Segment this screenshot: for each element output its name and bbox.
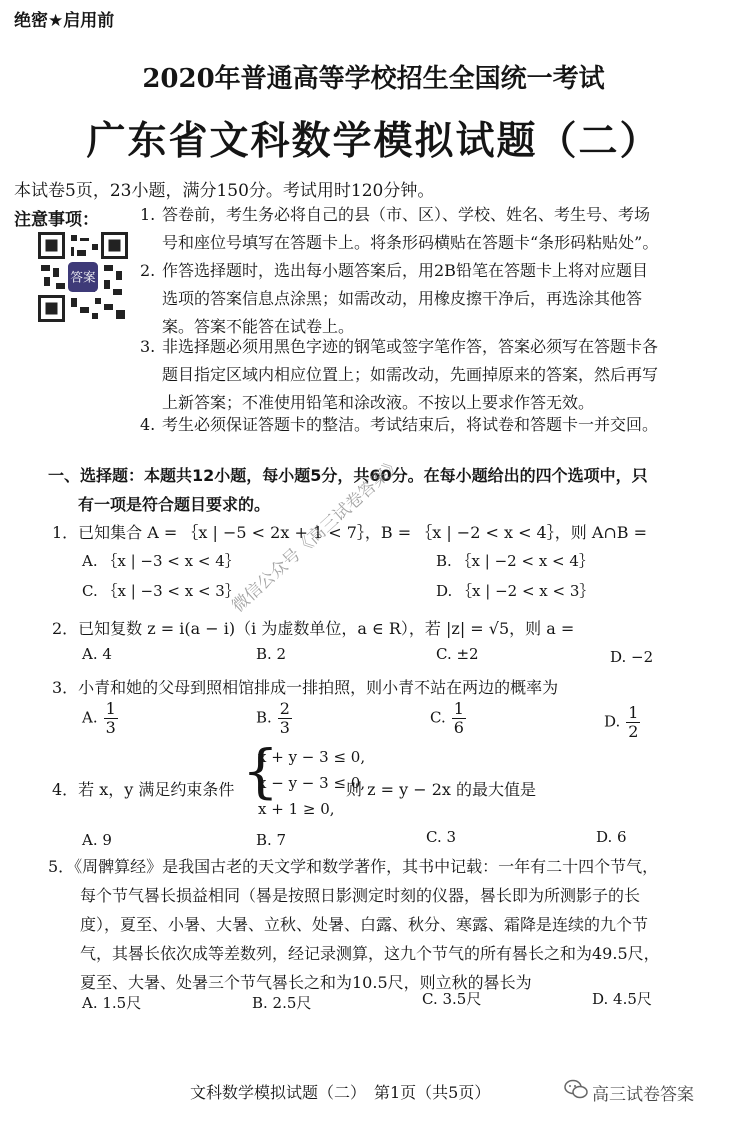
q3-option-b — [256, 700, 292, 737]
note-item-4 — [140, 411, 658, 439]
question-5-line: 5．《周髀算经》是我国古老的天文学和数学著作，其书中记载：一年有二十四个节气， — [48, 857, 659, 876]
fraction-numerator: 1 — [453, 699, 464, 718]
option-letter: C. — [430, 708, 446, 727]
q1-option-d: D. ｛x | −2 < x < 3｝ — [436, 582, 595, 600]
question-5-line: 每个节气晷长损益相同（晷是按照日影测定时刻的仪器，晷长即为所测影子的长 — [80, 886, 641, 905]
note-line: 作答选择题时，选出每小题答案后，用2B铅笔在答题卡上将对应题目 — [162, 261, 648, 280]
q2-option-b: B. 2 — [256, 645, 287, 663]
section-heading-line: 一、选择题：本题共12小题，每小题5分，共60分。在每小题给出的四个选项中，只 — [48, 466, 648, 485]
note-item-3 — [140, 333, 658, 417]
constraint-brace: { — [242, 737, 279, 805]
constraint-line: x + y − 3 ≤ 0, — [258, 748, 366, 766]
fraction — [278, 700, 292, 737]
fraction-numerator: 1 — [628, 703, 639, 722]
question-2-stem: 2．已知复数 z = i(a − i)（i 为虚数单位，a ∈ R），若 |z| = √5，则 a = — [52, 619, 575, 638]
fraction — [452, 700, 466, 737]
page-title: 广东省文科数学模拟试题（二） — [86, 119, 661, 164]
fraction-numerator: 1 — [105, 699, 116, 718]
section-heading-line: 有一项是符合题目要求的。 — [78, 495, 271, 514]
question-5-line: 夏至、大暑、处暑三个节气晷长之和为10.5尺，则立秋的晷长为 — [80, 973, 532, 992]
note-line: 选项的答案信息点涂黑；如需改动，用橡皮擦干净后，再选涂其他答 — [162, 289, 643, 308]
option-letter: A. — [82, 708, 98, 727]
note-line: 非选择题必须用黑色字迹的钢笔或签字笔作答，答案必须写在答题卡各 — [162, 337, 659, 356]
note-line: 上新答案；不准使用铅笔和涂改液。不按以上要求作答无效。 — [162, 393, 595, 412]
q3-option-d — [604, 704, 640, 741]
fraction-denominator: 3 — [105, 718, 116, 737]
page-footer: 文科数学模拟试题（二） 第1页（共5页） — [190, 1083, 491, 1102]
constraint-line: x − y − 3 ≤ 0, — [258, 774, 366, 792]
q2-option-a: A. 4 — [82, 645, 112, 663]
fraction — [104, 700, 118, 737]
qr-code-icon — [38, 232, 128, 322]
note-line: 题目指定区域内相应位置上；如需改动，先画掉原来的答案，然后再写 — [162, 365, 659, 384]
note-number: 3. — [140, 337, 156, 356]
svg-text:答案: 答案 — [70, 269, 96, 285]
q2-option-d: D. −2 — [610, 648, 654, 666]
note-number: 4. — [140, 415, 156, 434]
note-line: 考生必须保证答题卡的整洁。考试结束后，将试卷和答题卡一并交回。 — [162, 415, 659, 434]
q5-option-c: C. 3.5尺 — [422, 990, 482, 1008]
q4-option-b: B. 7 — [256, 831, 287, 849]
note-item-2 — [140, 257, 648, 341]
q5-option-b: B. 2.5尺 — [252, 994, 312, 1012]
question-5-stem — [48, 852, 660, 997]
constraint-line: x + 1 ≥ 0, — [258, 800, 335, 818]
exam-title: 2020年普通高等学校招生全国统一考试 — [142, 64, 605, 94]
question-1-stem: 1．已知集合 A = ｛x | −5 < 2x + 1 < 7｝，B = ｛x | −2 < x < 4｝，则 A∩B = — [52, 523, 648, 542]
q4-option-d: D. 6 — [596, 828, 627, 846]
option-letter: D. — [604, 712, 621, 731]
question-4-suffix: 则 z = y − 2x 的最大值是 — [346, 780, 537, 799]
corner-watermark: 高三试卷答案 — [592, 1085, 694, 1105]
option-letter: B. — [256, 708, 272, 727]
q2-option-c: C. ±2 — [436, 645, 479, 663]
fraction-denominator: 2 — [628, 722, 639, 741]
question-4-prefix: 4．若 x，y 满足约束条件 — [52, 780, 235, 799]
question-3-stem: 3．小青和她的父母到照相馆排成一排拍照，则小青不站在两边的概率为 — [52, 678, 559, 697]
wechat-icon — [564, 1078, 588, 1100]
q5-option-d: D. 4.5尺 — [592, 990, 652, 1008]
fraction-denominator: 6 — [453, 718, 464, 737]
note-line: 案。答案不能答在试卷上。 — [162, 317, 355, 336]
fraction-numerator: 2 — [279, 699, 290, 718]
note-item-1 — [140, 201, 658, 257]
q1-option-c: C. ｛x | −3 < x < 3｝ — [82, 582, 240, 600]
q4-option-a: A. 9 — [82, 831, 112, 849]
exam-info: 本试卷5页，23小题，满分150分。考试用时120分钟。 — [14, 181, 435, 201]
q5-option-a: A. 1.5尺 — [82, 994, 142, 1012]
note-line: 号和座位号填写在答题卡上。将条形码横贴在答题卡“条形码粘贴处”。 — [162, 233, 659, 252]
question-5-line: 气，其晷长依次成等差数列，经记录测算，这九个节气的所有晷长之和为49.5尺， — [80, 944, 660, 963]
note-number: 2. — [140, 261, 156, 280]
q4-option-c: C. 3 — [426, 828, 457, 846]
secret-label: 绝密★启用前 — [14, 11, 115, 31]
fraction — [626, 704, 640, 741]
note-number: 1. — [140, 205, 156, 224]
note-line: 答卷前，考生务必将自己的县（市、区）、学校、姓名、考生号、考场 — [162, 205, 651, 224]
fraction-denominator: 3 — [279, 718, 290, 737]
diagonal-watermark: 微信公众号《高三试卷答案》 — [228, 453, 406, 617]
question-5-line: 度），夏至、小暑、大暑、立秋、处暑、白露、秋分、寒露、霜降是连续的九个节 — [80, 915, 649, 934]
q3-option-a — [82, 700, 118, 737]
q1-option-b: B. ｛x | −2 < x < 4｝ — [436, 552, 594, 570]
q3-option-c — [430, 700, 466, 737]
q1-option-a: A. ｛x | −3 < x < 4｝ — [82, 552, 240, 570]
notice-label: 注意事项： — [14, 210, 99, 230]
